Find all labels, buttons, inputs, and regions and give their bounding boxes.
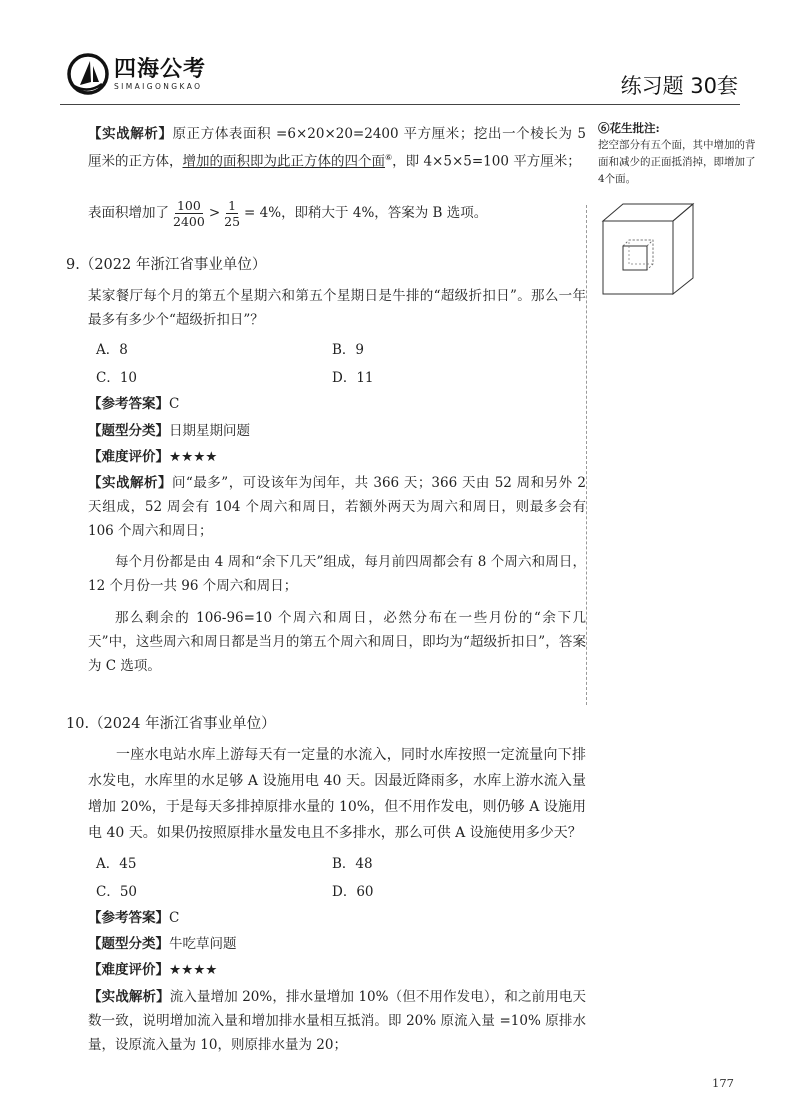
logo	[66, 52, 206, 96]
q9-analysis-2: 每个月份都是由 4 周和“余下几天”组成，每月前四周都会有 8 个周六和周日，12 个月份一共 96 个周六和周日；	[88, 554, 586, 594]
q8-ratio-line	[88, 196, 586, 230]
side-note-title: ⑥花生批注:	[598, 121, 660, 135]
q10-analysis-1: 【实战解析】流入量增加 20%，排水量增加 10%（但不用作发电），和之前用电天数一致，说明增加流入量和增加排水量相互抵消。即 20% 原流入量 =10% 原排水量，设原流入量为 10，则原排水量为 20；	[88, 989, 587, 1053]
fraction-1-25: $\frac{1}{25}$	[224, 198, 241, 229]
logo-chinese-text: 四海公考	[114, 56, 207, 82]
q8-analysis-b: ，即 4×5×5=100 平方厘米；	[392, 153, 581, 170]
q8-ratio-eq: = 4%	[244, 205, 282, 221]
book-title: 练习题 30套	[620, 74, 738, 98]
q9-difficulty: 【难度评价】★★★★	[88, 449, 218, 465]
q10-answer: 【参考答案】C	[88, 910, 180, 926]
q10-option-c: C．50	[96, 884, 138, 900]
side-note	[598, 120, 758, 302]
cube-diagram	[598, 196, 698, 296]
header-divider	[60, 104, 740, 105]
page-number: 177	[712, 1076, 734, 1090]
q10-title: 10.（2024 年浙江省事业单位）	[66, 716, 276, 732]
q8-analysis	[88, 122, 586, 174]
q9-option-b: B．9	[332, 342, 365, 358]
q9-type: 【题型分类】日期星期问题	[88, 423, 250, 439]
fraction-100-2400: $\frac{100}{2400}$	[173, 198, 205, 229]
side-note-text: 挖空部分有五个面，其中增加的背面和减少的正面抵消掉，即增加了4个面。	[598, 139, 756, 185]
greater-than-sign: >	[208, 205, 221, 221]
q8-analysis-underline: 增加的面积即为此正方体的四个面	[182, 153, 385, 170]
q9-answer: 【参考答案】C	[88, 396, 180, 412]
margin-divider	[586, 205, 587, 705]
q9-stem: 某家餐厅每个月的第五个星期六和第五个星期日是牛排的“超级折扣日”。那么一年最多有多少个“超级折扣日”？	[88, 288, 586, 328]
q8-analysis-tag: 【实战解析】	[88, 126, 173, 142]
q10-type: 【题型分类】牛吃草问题	[88, 936, 237, 952]
q9-option-d: D．11	[332, 370, 374, 386]
q9-title: 9.（2022 年浙江省事业单位）	[66, 257, 267, 273]
q10-stem: 一座水电站水库上游每天有一定量的水流入，同时水库按照一定流量向下排水发电，水库里的水足够 A 设施用电 40 天。因最近降雨多，水库上游水流入量增加 20%，于是每天多排掉原排水量的 10%，但不用作发电，则仍够 A 设施用电 40 天。如果仍按照原排水量发电且不多排水，那么可供 A 设施使用多少天？	[88, 747, 586, 841]
q10-option-b: B．48	[332, 856, 373, 872]
q9-analysis-3: 那么剩余的 106-96=10 个周六和周日，必然分布在一些月份的“余下几天”中，这些周六和周日都是当月的第五个周六和周日，即均为“超级折扣日”，答案为 C 选项。	[88, 610, 586, 674]
logo-english-text: SIMAIGONGKAO	[114, 81, 203, 91]
q10-difficulty: 【难度评价】★★★★	[88, 962, 218, 978]
q9-analysis-1: 【实战解析】问“最多”，可设该年为闰年，共 366 天；366 天由 52 周和另外 2 天组成，52 周会有 104 个周六和周日，若额外两天为周六和周日，则最多会有 106 个周六和周日；	[88, 475, 586, 539]
q8-ratio-prefix: 表面积增加了	[88, 205, 169, 221]
q10-option-a: A．45	[96, 856, 137, 872]
q8-ratio-suffix: ，即稍大于 4%，答案为 B 选项。	[281, 205, 488, 221]
star-rating: ★★★★	[169, 962, 218, 978]
logo-sail-icon	[66, 52, 110, 96]
q10-option-d: D．60	[332, 884, 374, 900]
q8-footnote-mark: ⑥	[385, 153, 393, 162]
q8-analysis-a: 原正方体表面积 =6×20×20=2400 平方厘米；挖出一个棱长为 5 厘米的正方体，	[88, 126, 587, 170]
q9-option-c: C．10	[96, 370, 138, 386]
q9-option-a: A．8	[96, 342, 128, 358]
star-rating: ★★★★	[169, 449, 218, 465]
